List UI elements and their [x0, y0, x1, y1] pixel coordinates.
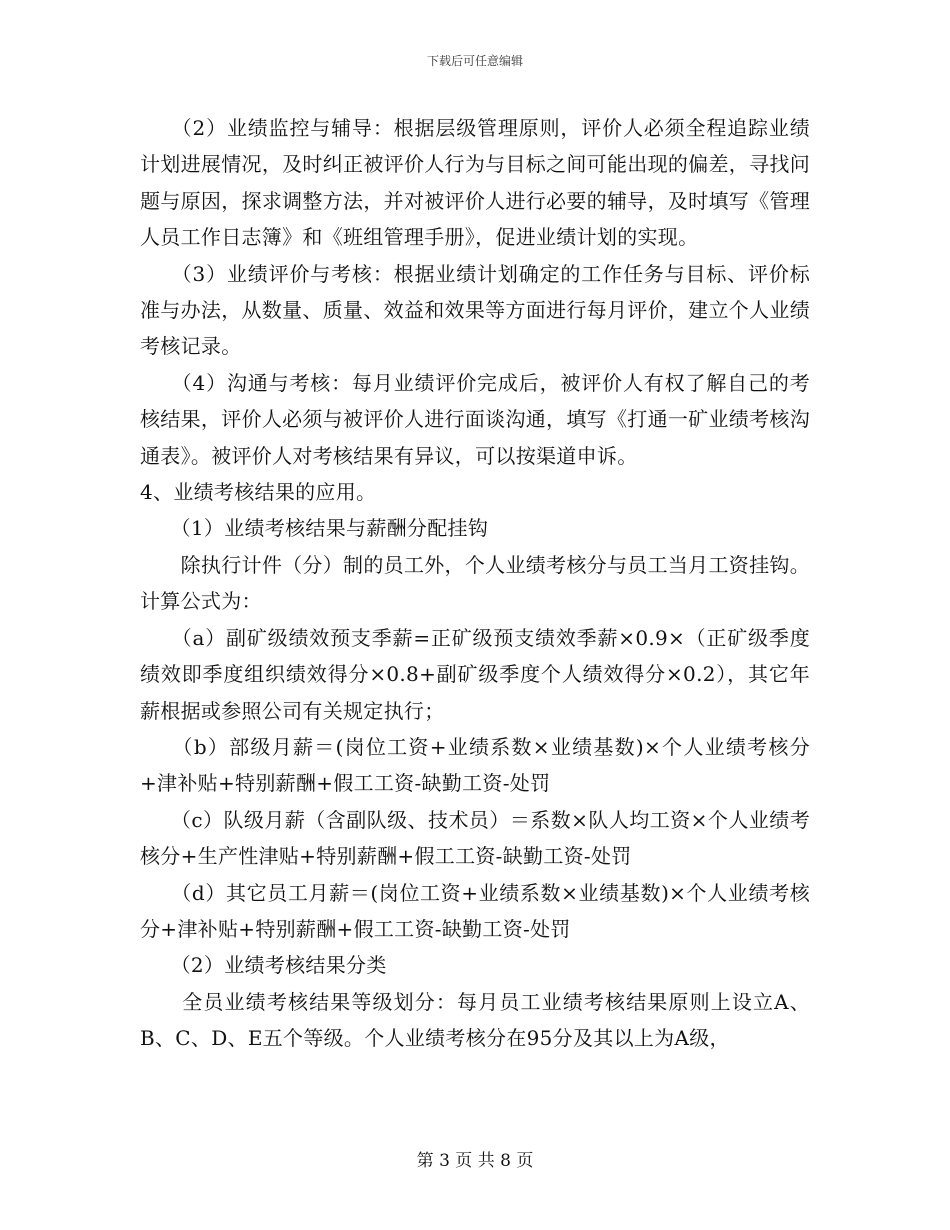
- paragraph-performance-monitoring: （2）业绩监控与辅导：根据层级管理原则，评价人必须全程追踪业绩计划进展情况，及时纠正被评价人行为与目标之间可能出现的偏差，寻找问题与原因，探求调整方法，并对被评价人进行必要的辅导，及时填写《管理人员工作日志簿》和《班组管理手册》，促进业绩计划的实现。: [140, 116, 810, 250]
- subheading-results-classification: （2）业绩考核结果分类: [140, 953, 387, 978]
- formula-deputy-mine-level: （a）副矿级绩效预支季薪=正矿级预支绩效季薪×0.9×（正矿级季度绩效即季度组织绩效得分×0.8+副矿级季度个人绩效得分×0.2），其它年薪根据或参照公司有关规定执行；: [140, 625, 810, 723]
- paragraph-performance-evaluation: （3）业绩评价与考核：根据业绩计划确定的工作任务与目标、评价标准与办法，从数量、质量、效益和效果等方面进行每月评价，建立个人业绩考核记录。: [140, 261, 810, 359]
- section-heading-results-application: 4、业绩考核结果的应用。: [140, 480, 377, 505]
- paragraph-grade-division: 全员业绩考核结果等级划分：每月员工业绩考核结果原则上设立A、B、C、D、E五个等级。个人业绩考核分在95分及其以上为A级，: [140, 989, 810, 1051]
- page-footer: 第 3 页 共 8 页: [416, 1151, 534, 1171]
- formula-other-staff: （d）其它员工月薪＝(岗位工资+业绩系数×业绩基数)×个人业绩考核分+津补贴+特别薪酬+假工工资-缺勤工资-处罚: [140, 880, 810, 941]
- paragraph-salary-formula-intro: 除执行计件（分）制的员工外，个人业绩考核分与员工当月工资挂钩。计算公式为：: [140, 552, 810, 614]
- formula-department-level: （b）部级月薪＝(岗位工资+业绩系数×业绩基数)×个人业绩考核分+津补贴+特别薪酬+假工工资-缺勤工资-处罚: [140, 734, 810, 796]
- document-body: [140, 110, 810, 1057]
- formula-team-level: （c）队级月薪（含副队级、技术员）＝系数×队人均工资×个人业绩考核分+生产性津贴+特别薪酬+假工工资-缺勤工资-处罚: [140, 807, 810, 869]
- subheading-salary-link: （1）业绩考核结果与薪酬分配挂钩: [140, 516, 489, 541]
- page-header: 下载后可任意编辑: [426, 54, 523, 68]
- paragraph-communication-review: （4）沟通与考核：每月业绩评价完成后，被评价人有权了解自己的考核结果，评价人必须与被评价人进行面谈沟通，填写《打通一矿业绩考核沟通表》。被评价人对考核结果有异议，可以按渠道申诉。: [140, 370, 810, 468]
